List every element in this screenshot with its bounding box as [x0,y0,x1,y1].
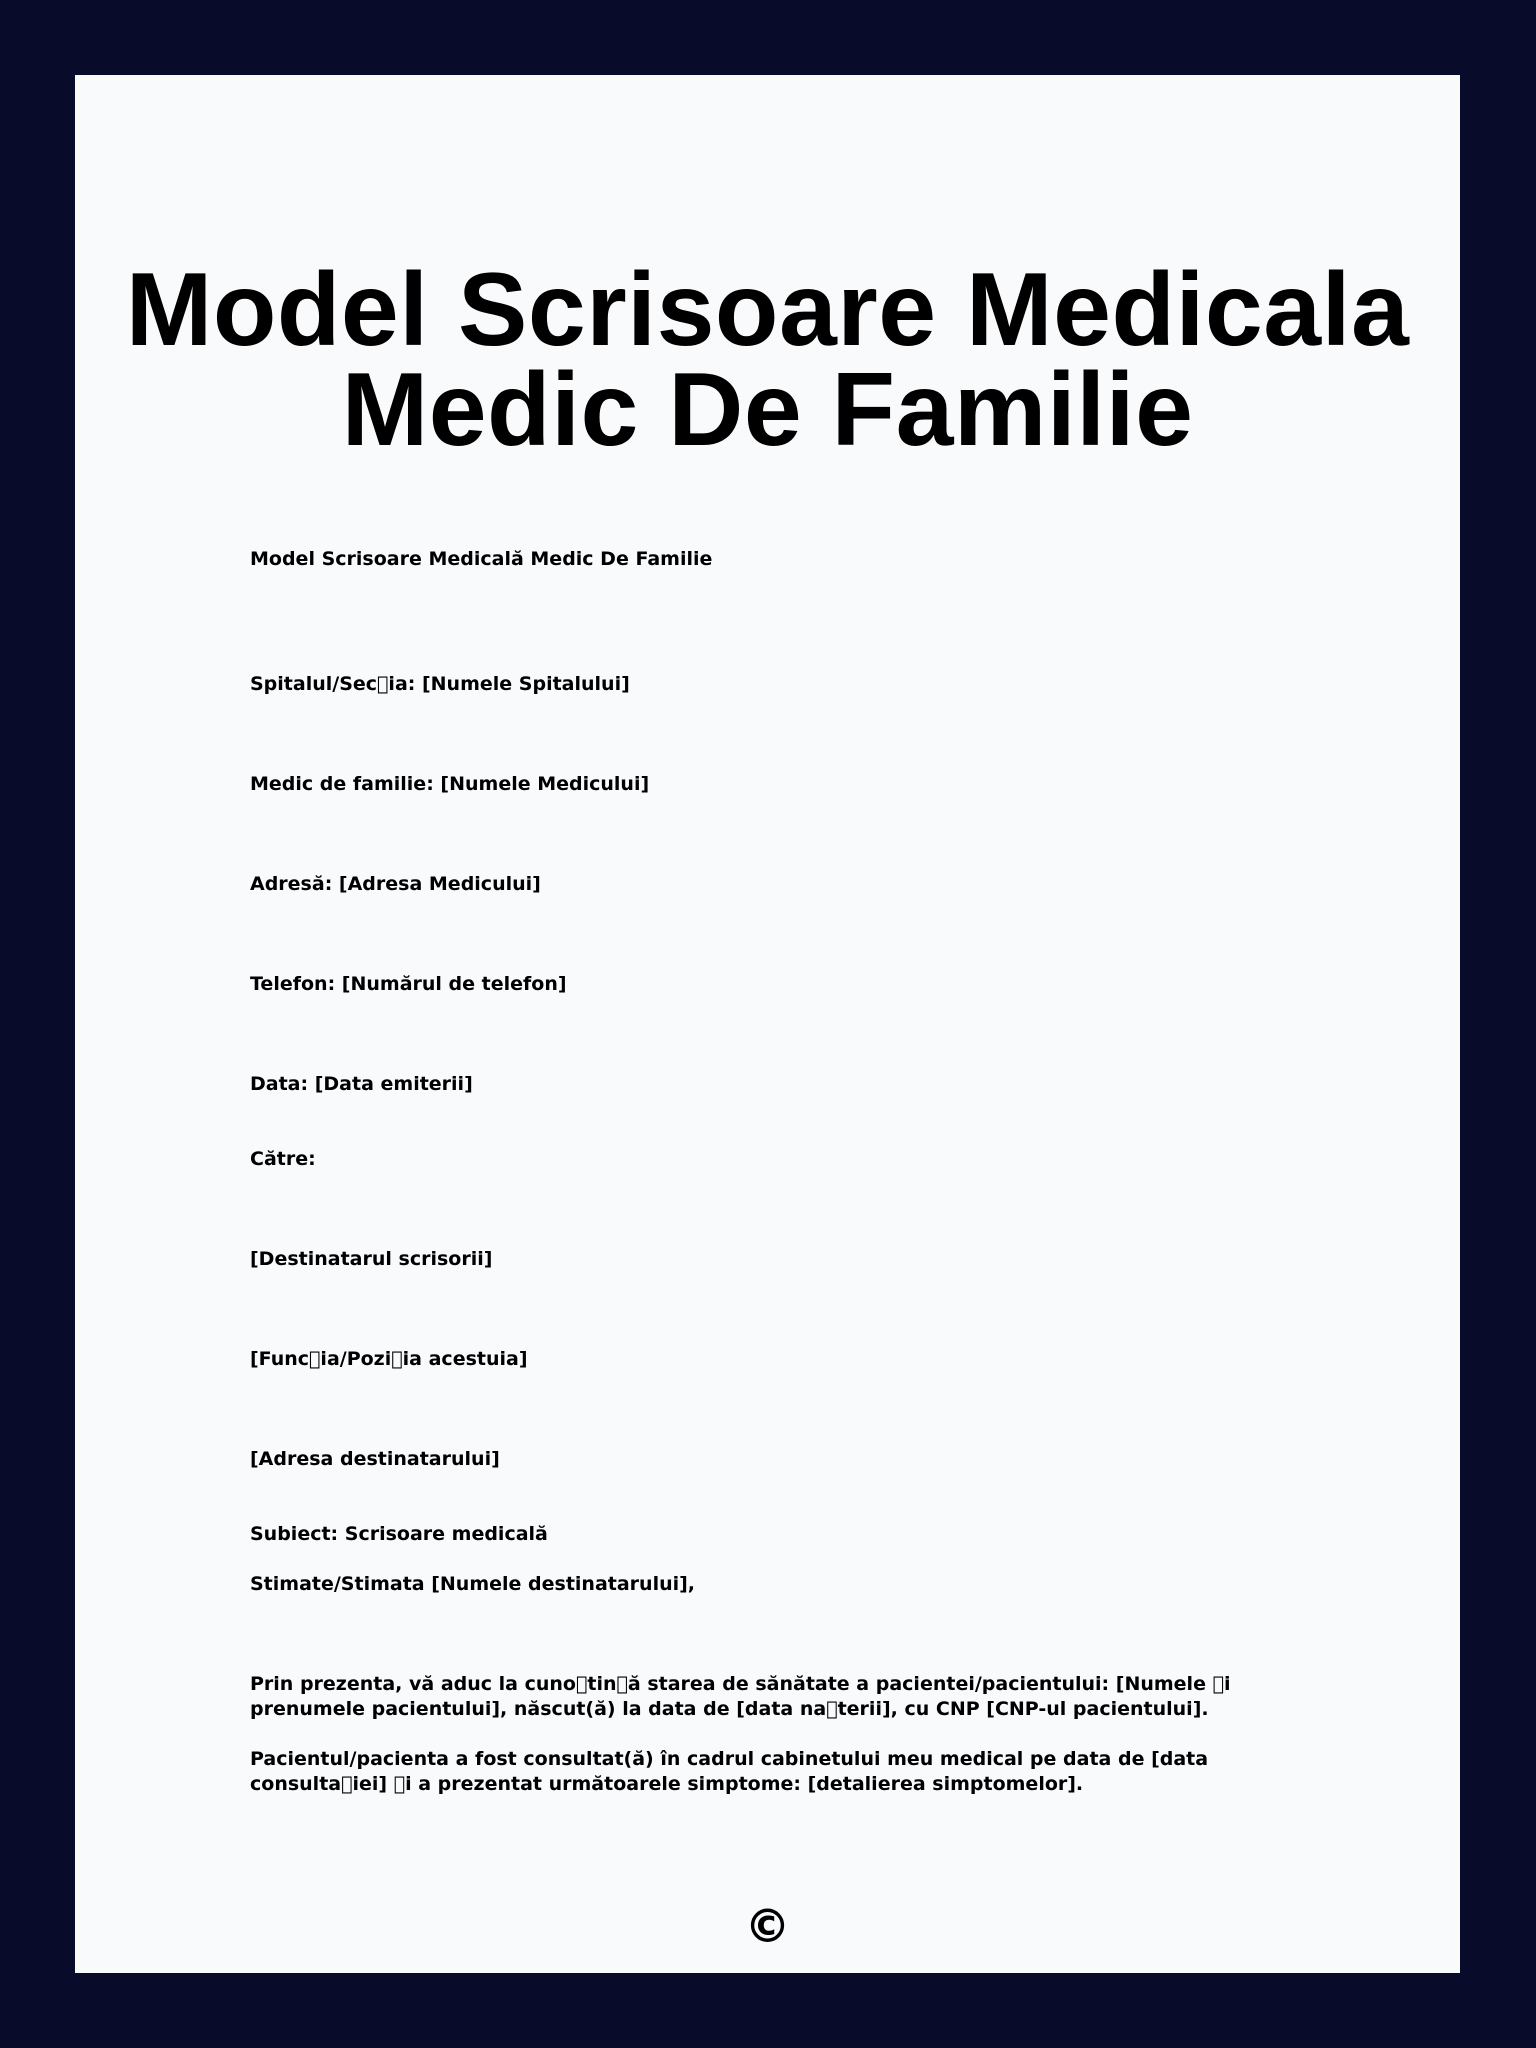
paragraph-patient-info: Prin prezenta, vă aduc la cuno tin ă starea de sănătate a pacientei/pacientului: [Numele  i prenumele pacientului], născut(ă) la data de [data na terii], cu CNP [CNP-ul pacientului]. [250,1673,1231,1720]
letter-heading: Model Scrisoare Medicală Medic De Familie [250,548,713,570]
recipient-name: [Destinatarul scrisorii] [250,1248,493,1270]
copyright-icon: © [744,1899,791,1953]
document-page [75,75,1460,1973]
address-field: Adresă: [Adresa Medicului] [250,873,541,895]
title-line-2: Medic De Familie [341,352,1194,468]
recipient-position: [Func ia/Pozi ia acestuia] [250,1348,528,1370]
salutation: Stimate/Stimata [Numele destinatarului], [250,1573,696,1595]
phone-field: Telefon: [Numărul de telefon] [250,973,567,995]
paragraph-consultation: Pacientul/pacienta a fost consultat(ă) în cadrul cabinetului meu medical pe data de [data consulta iei]  i a prezentat următoarele simptome: [detalierea simptomelor]. [250,1748,1209,1795]
recipient-address: [Adresa destinatarului] [250,1448,500,1470]
subject-line: Subiect: Scrisoare medicală [250,1523,548,1545]
document-title [75,252,1460,468]
to-label: Către: [250,1148,316,1170]
hospital-field: Spitalul/Sec ia: [Numele Spitalului] [250,673,630,695]
date-field: Data: [Data emiterii] [250,1073,473,1095]
title-line-1: Model Scrisoare Medicala [125,252,1410,368]
doctor-field: Medic de familie: [Numele Medicului] [250,773,650,795]
